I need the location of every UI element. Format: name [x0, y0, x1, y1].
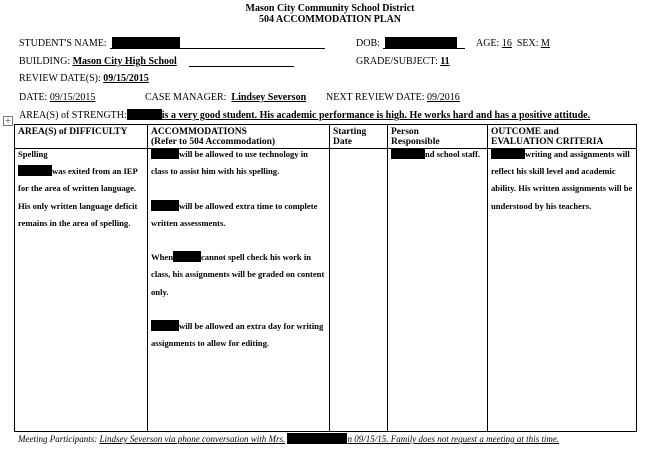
outcome-cell	[491, 146, 634, 215]
header-starting: Starting	[333, 127, 367, 137]
difficulty-title: Spelling	[18, 149, 48, 159]
sex-value: M	[541, 38, 550, 49]
accommodation-item	[151, 318, 327, 352]
case-manager-label: CASE MANAGER:	[145, 92, 227, 103]
difficulty-cell	[18, 146, 144, 232]
sex-label: SEX:	[516, 38, 539, 49]
grade-label: GRADE/SUBJECT:	[356, 56, 438, 67]
grade-field	[356, 56, 450, 68]
table-col-divider	[387, 124, 388, 432]
accommodation-item	[151, 146, 327, 180]
redacted-name	[491, 148, 525, 159]
difficulty-description: was exited from an IEP for the area of written language. His only written language deficit remains in the area of spelling.	[18, 166, 138, 228]
strength-label: AREA(S) of STRENGTH:	[19, 110, 127, 121]
meeting-participants-label: Meeting Participants:	[18, 434, 98, 444]
accommodation-item	[151, 198, 327, 232]
redacted-name	[173, 251, 201, 262]
header-outcome: OUTCOME and	[491, 127, 559, 137]
table-col-divider	[487, 124, 488, 432]
redacted-name	[391, 148, 425, 159]
header-person-responsible: Responsible	[391, 137, 440, 147]
building-value: Mason City High School	[72, 56, 177, 67]
table-col-divider	[147, 124, 148, 432]
strength-field	[19, 109, 590, 122]
redacted-strength-name	[127, 109, 162, 120]
case-manager-field	[145, 92, 306, 104]
next-review-label: NEXT REVIEW DATE:	[326, 92, 425, 103]
next-review-value: 09/2016	[427, 92, 460, 103]
grade-value: 11	[440, 56, 450, 67]
header-accommodations: ACCOMMODATIONS	[151, 127, 247, 137]
accommodation-item	[151, 249, 327, 301]
meeting-participants	[18, 433, 559, 445]
redacted-dob	[385, 37, 457, 48]
redacted-name	[151, 320, 179, 331]
header-difficulty: AREA(S) of DIFFICULTY	[18, 127, 128, 137]
header-evaluation-criteria: EVALUATION CRITERIA	[491, 137, 604, 147]
person-text: nd school staff.	[425, 149, 481, 159]
table-move-handle[interactable]: +	[4, 116, 12, 125]
next-review-field	[326, 92, 460, 104]
difficulty-text	[18, 163, 144, 232]
accommodation-text: cannot spell check his work in class, his assignments will be graded on content only.	[151, 252, 325, 297]
meeting-participants-text: Lindsey Severson via phone conversation with Mrs.	[99, 434, 286, 444]
dob-label: DOB:	[356, 38, 380, 49]
review-field	[19, 73, 149, 85]
redacted-parent-name	[287, 433, 347, 444]
district-title: Mason City Community School District	[245, 3, 415, 14]
header-accommodations-note: (Refer to 504 Accommodation)	[151, 137, 276, 147]
redacted-student-name	[112, 37, 180, 48]
student-name-line	[110, 48, 325, 49]
table-col-divider	[329, 124, 330, 432]
date-label: DATE:	[19, 92, 48, 103]
dob-line	[383, 48, 465, 49]
header-person: Person	[391, 127, 419, 137]
case-manager-value: Lindsey Severson	[231, 92, 307, 103]
building-label: BUILDING:	[19, 56, 71, 67]
meeting-participants-text-end: n 09/15/15. Family does not request a meeting at this time.	[347, 434, 560, 444]
outcome-text: writing and assignments will reflect his skill level and academic ability. His written assignments will be understood by his teachers.	[491, 149, 633, 211]
redacted-name	[18, 165, 52, 176]
review-label: REVIEW DATE(S):	[19, 73, 101, 84]
age-label: AGE:	[476, 38, 500, 49]
header-starting-date: Date	[333, 137, 352, 147]
accommodation-when: When	[151, 252, 173, 263]
person-cell	[391, 146, 485, 163]
redacted-name	[151, 148, 179, 159]
building-line	[189, 66, 294, 67]
strength-value: is a very good student. His academic performance is high. He works hard and has a positive attitude.	[161, 110, 591, 121]
accommodations-cell	[151, 146, 327, 370]
age-value: 16	[501, 38, 512, 49]
accommodation-text: will be allowed an extra day for writing assignments to allow for editing.	[151, 320, 324, 349]
plan-title: 504 ACCOMMODATION PLAN	[258, 14, 402, 25]
building-field	[19, 56, 177, 68]
accommodation-text: will be allowed to use technology in class to assist him with his spelling.	[151, 149, 308, 177]
date-field	[19, 92, 95, 104]
accommodation-text: will be allowed extra time to complete written assessments.	[151, 200, 318, 228]
age-field	[476, 38, 550, 50]
review-value: 09/15/2015	[103, 73, 149, 84]
student-name-label: STUDENT'S NAME:	[19, 38, 107, 49]
redacted-name	[151, 200, 179, 211]
date-value: 09/15/2015	[49, 92, 96, 103]
